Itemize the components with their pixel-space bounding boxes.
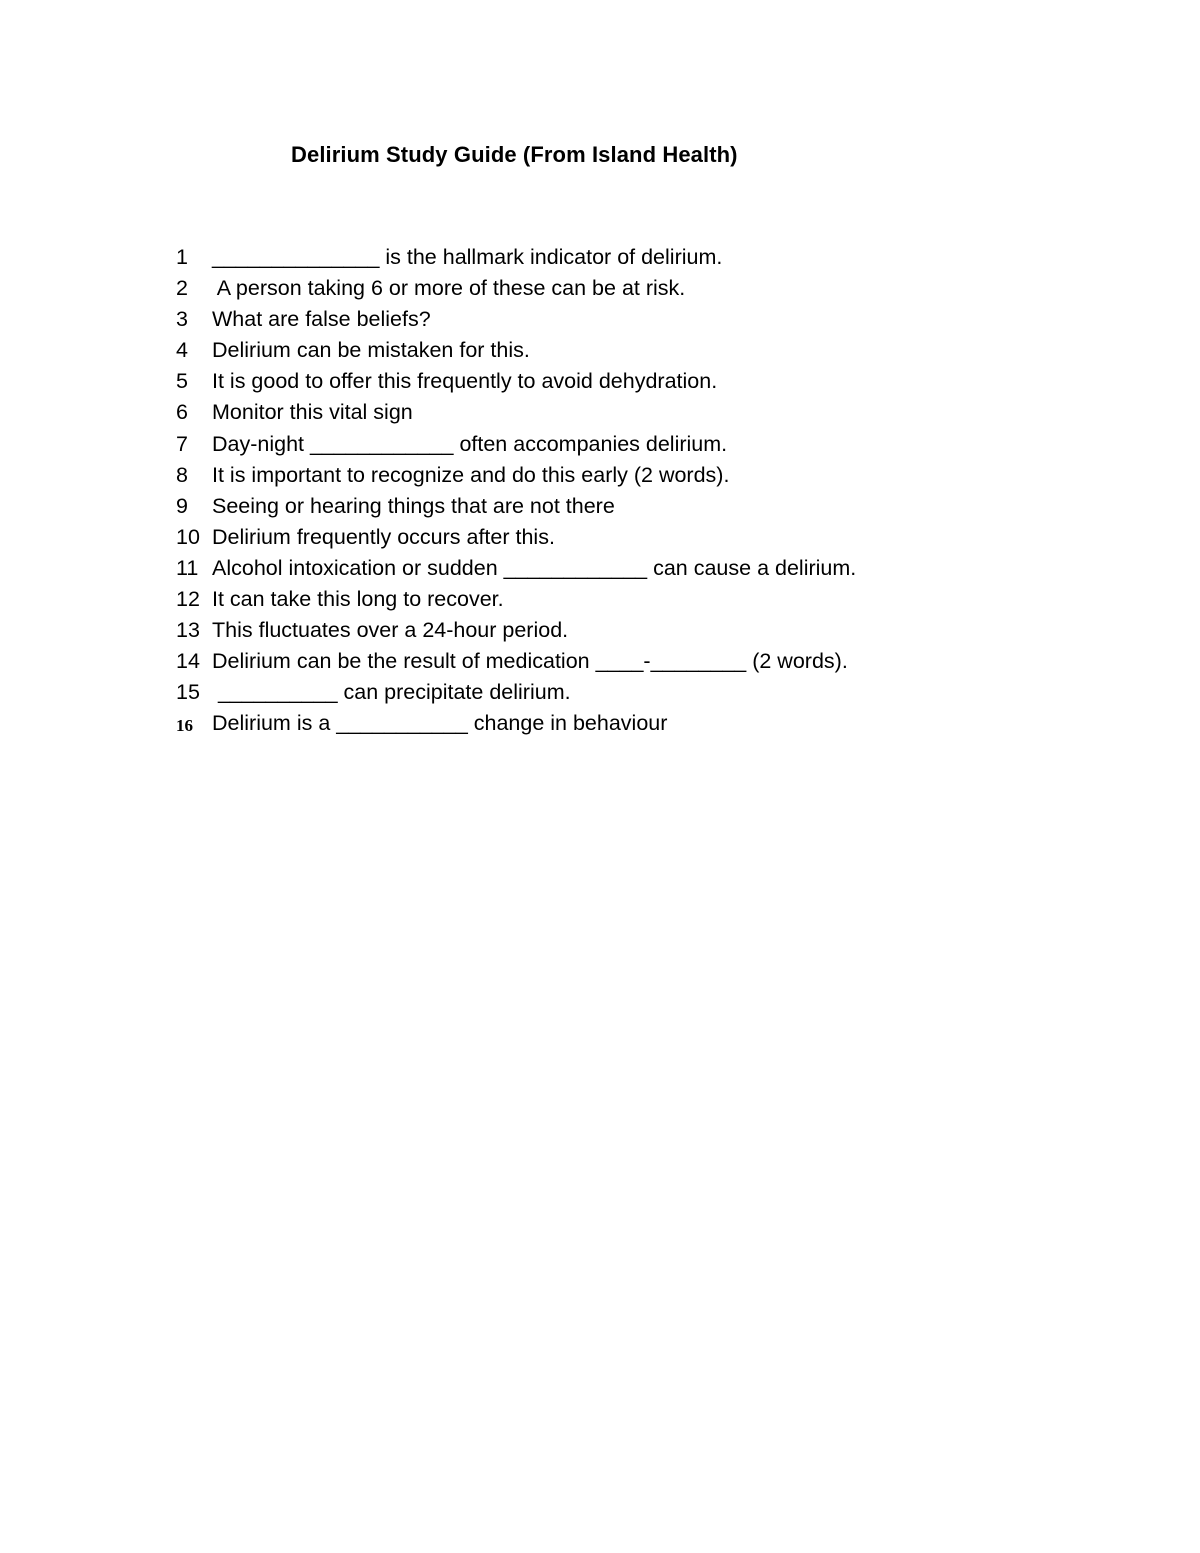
list-item [176,275,856,306]
question-text: Delirium can be the result of medication ____-________ (2 words). [212,649,848,674]
question-number: 5 [176,369,188,394]
list-item [176,462,856,493]
question-number: 16 [176,716,193,736]
question-number: 9 [176,493,188,518]
question-number: 1 [176,245,188,269]
question-text: Alcohol intoxication or sudden ____________ can cause a delirium. [212,555,857,580]
list-item [176,617,856,648]
list-item [176,586,856,617]
question-text: Delirium is a ___________ change in behaviour [212,711,668,736]
question-number: 8 [176,462,188,487]
question-number: 4 [176,338,188,363]
question-text: __________ can precipitate delirium. [212,680,571,705]
page-title: Delirium Study Guide (From Island Health) [291,142,738,167]
question-number: 10 [176,524,200,549]
list-item [176,368,856,399]
question-text: Delirium frequently occurs after this. [212,524,555,549]
question-text: This fluctuates over a 24-hour period. [212,618,569,643]
list-item [176,493,856,524]
question-text: It is important to recognize and do this early (2 words). [212,462,730,487]
question-text: Day-night ____________ often accompanies delirium. [212,431,728,456]
list-item [176,524,856,555]
question-number: 12 [176,587,200,612]
question-text: A person taking 6 or more of these can be at risk. [212,276,686,301]
list-item [176,337,856,368]
question-text: Delirium can be mistaken for this. [212,338,530,363]
question-text: Monitor this vital sign [212,400,413,425]
list-item [176,244,856,275]
question-number: 2 [176,276,188,301]
question-text: It can take this long to recover. [212,587,504,612]
list-item [176,648,856,679]
question-number: 11 [176,555,199,580]
question-text: Seeing or hearing things that are not there [212,493,615,518]
question-number: 15 [176,680,200,705]
question-text: What are false beliefs? [212,307,431,332]
question-text: It is good to offer this frequently to avoid dehydration. [212,369,718,394]
list-item [176,399,856,430]
list-item [176,679,856,710]
list-item [176,306,856,337]
question-number: 3 [176,307,188,332]
list-item [176,431,856,462]
question-list [176,244,856,742]
question-number: 6 [176,400,188,425]
question-number: 7 [176,431,188,456]
list-item [176,710,856,741]
list-item [176,555,856,586]
question-number: 13 [176,618,200,643]
question-number: 14 [176,649,200,674]
question-text: ______________ is the hallmark indicator of delirium. [212,245,723,269]
